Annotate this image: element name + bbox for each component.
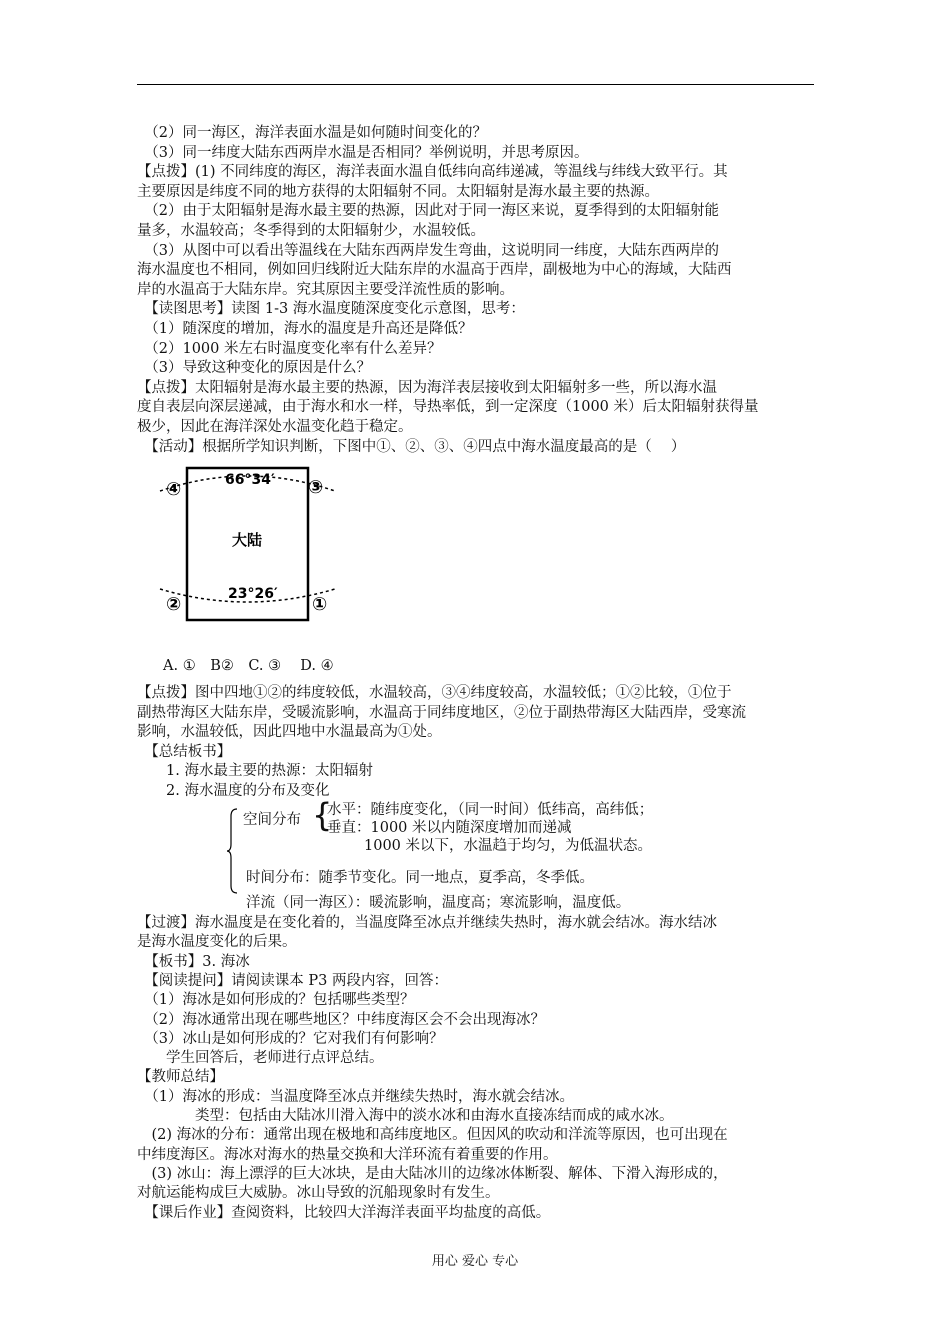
text-line: 对航运能构成巨大威胁。冰山导致的沉船现象时有发生。 (137, 1185, 500, 1202)
point-4: ④ (166, 479, 182, 500)
text-line: 2. 海水温度的分布及变化 (137, 782, 330, 799)
text-line: 量多，水温较高；冬季得到的太阳辐射少，水温较低。 (137, 223, 485, 239)
text-line: （3）冰山是如何形成的？它对我们有何影响？ (137, 1030, 444, 1047)
text-line: 学生回答后，老师进行点评总结。 (137, 1050, 384, 1067)
text-line: 【板书】3. 海冰 (137, 953, 250, 970)
text-line: 影响，水温较低，因此四地中水温最高为①处。 (137, 724, 442, 740)
text-line: 【点拨】图中四地①②的纬度较低，水温较高，③④纬度较高，水温较低；①②比较，①位于 (137, 685, 732, 701)
ocean-temperature-diagram (150, 463, 350, 633)
point-1: ① (312, 594, 328, 615)
point-3: ③ (308, 477, 324, 498)
brace-small: { (312, 796, 333, 834)
text-line: 海水温度也不相同，例如回归线附近大陆东岸的水温高于西岸，副极地为中心的海域，大陆西 (137, 262, 732, 279)
current-distribution: 洋流（同一海区）：暖流影响，温度高；寒流影响，温度低。 (246, 895, 631, 911)
text-line: （3）同一纬度大陆东西两岸水温是否相同？举例说明，并思考原因。 (137, 144, 589, 161)
text-line: 【点拨】(1) 不同纬度的海区，海洋表面水温自低纬向高纬递减，等温线与纬线大致平行。其 (137, 164, 728, 181)
land-label: 大陆 (232, 531, 263, 549)
text-line: （2）1000 米左右时温度变化率有什么差异？ (137, 340, 442, 357)
space-distribution-label: 空间分布 (243, 812, 301, 828)
text-line: 副热带海区大陆东岸，受暖流影响，水温高于同纬度地区，②位于副热带海区大陆西岸，受寒流 (137, 704, 746, 721)
text-line: 【过渡】海水温度是在变化着的，当温度降至冰点并继续失热时，海水就会结冰。海水结冰 (137, 915, 717, 931)
point-2: ② (166, 594, 182, 615)
text-line: 【阅读提问】请阅读课本 P3 两段内容，回答： (137, 972, 448, 989)
text-line: （1）海冰的形成：当温度降至冰点并继续失热时，海水就会结冰。 (137, 1088, 574, 1105)
diagram-svg (150, 463, 350, 633)
text-line: 度自表层向深层递减，由于海水和水一样，导热率低，到一定深度（1000 米）后太阳辐射获得量 (137, 399, 759, 416)
text-line: 【点拨】太阳辐射是海水最主要的热源，因为海洋表层接收到太阳辐射多一些，所以海水温 (137, 379, 717, 396)
text-line: 中纬度海区。海冰对海水的热量交换和大洋环流有着重要的作用。 (137, 1146, 558, 1163)
text-line: 1. 海水最主要的热源：太阳辐射 (137, 763, 373, 779)
page-footer: 用心 爱心 专心 (431, 1254, 519, 1269)
time-distribution: 时间分布：随季节变化。同一地点，夏季高，冬季低。 (246, 870, 594, 886)
text-line: (3) 冰山：海上漂浮的巨大冰块，是由大陆冰川的边缘冰体断裂、解体、下滑入海形成的， (137, 1165, 728, 1182)
text-line: （2）由于太阳辐射是海水最主要的热源，因此对于同一海区来说，夏季得到的太阳辐射能 (137, 203, 719, 220)
text-line: 【总结板书】 (137, 743, 232, 760)
text-line: 极少，因此在海洋深处水温变化趋于稳定。 (137, 419, 413, 435)
text-line: （1）随深度的增加，海水的温度是升高还是降低？ (137, 321, 473, 337)
text-line: 是海水温度变化的后果。 (137, 934, 297, 951)
text-line: 【读图思考】读图 1-3 海水温度随深度变化示意图，思考： (137, 301, 525, 318)
text-line: 【课后作业】查阅资料，比较四大洋海洋表面平均盐度的高低。 (137, 1204, 551, 1221)
text-line: （1）海冰是如何形成的？包括哪些类型？ (137, 992, 415, 1009)
text-line: 【教师总结】 (137, 1069, 224, 1086)
text-line: 【活动】根据所学知识判断，下图中①、②、③、④四点中海水温度最高的是（ ） (137, 438, 686, 455)
lat-bottom-label: 23°26′ (228, 586, 278, 602)
text-line: (2) 海冰的分布：通常出现在极地和高纬度地区。但因风的吹动和洋流等原因，也可出现在 (137, 1127, 728, 1144)
text-line: （3）导致这种变化的原因是什么？ (137, 360, 371, 377)
answer-options: A. ① B② C. ③ D. ④ (163, 658, 334, 674)
text-line: 主要原因是纬度不同的地方获得的太阳辐射不同。太阳辐射是海水最主要的热源。 (137, 183, 659, 200)
text-line: 岸的水温高于大陆东岸。究其原因主要受洋流性质的影响。 (137, 281, 514, 298)
text-line: 类型：包括由大陆冰川滑入海中的淡水冰和由海水直接冻结而成的咸水冰。 (137, 1108, 674, 1124)
text-line: （2）同一海区，海洋表面水温是如何随时间变化的？ (137, 125, 487, 141)
text-line: （2）海冰通常出现在哪些地区？中纬度海区会不会出现海冰？ (137, 1011, 545, 1028)
vertical-distribution: 垂直：1000 米以内随深度增加而递减 (327, 820, 572, 836)
lat-top-label: 66°34′ (225, 472, 275, 488)
text-line: （3）从图中可以看出等温线在大陆东西两岸发生弯曲，这说明同一纬度，大陆东西两岸的 (137, 242, 719, 259)
horizontal-distribution: 水平：随纬度变化，（同一时间）低纬高，高纬低； (327, 802, 654, 818)
header-rule (137, 84, 814, 85)
vertical-distribution-2: 1000 米以下，水温趋于均匀，为低温状态。 (364, 838, 653, 854)
brace-large (226, 808, 238, 894)
